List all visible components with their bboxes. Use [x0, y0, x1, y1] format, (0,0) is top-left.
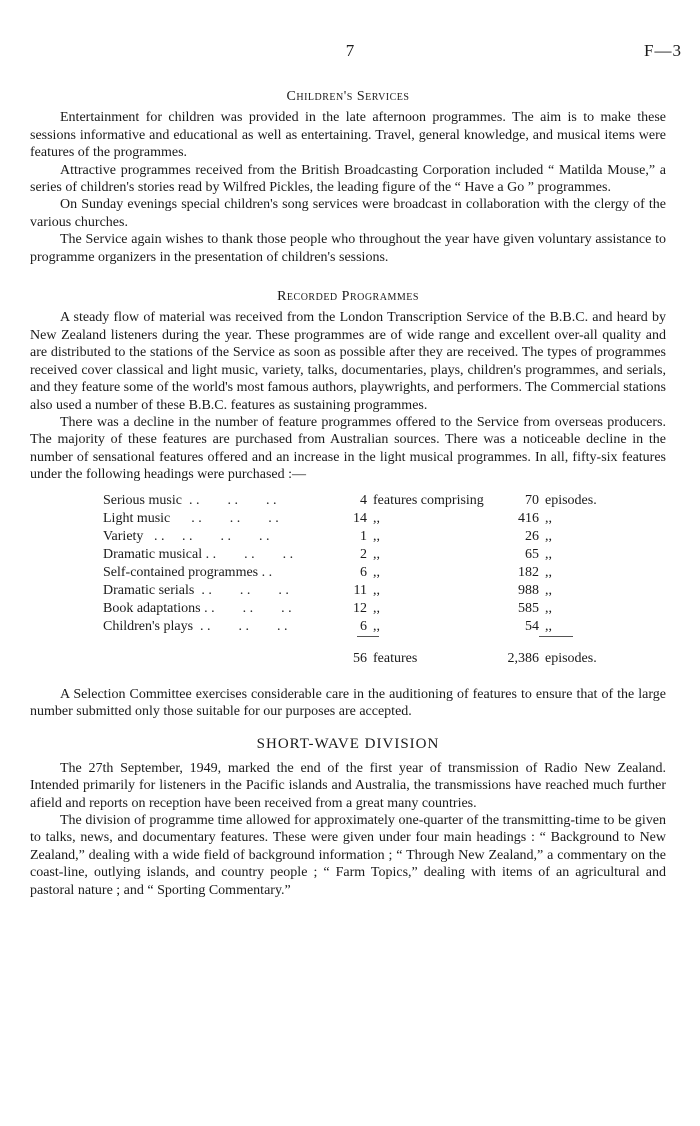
- episode-count: 585: [518, 600, 539, 616]
- paragraph: A steady flow of material was received from the London Transcription Service of the B.B.C. and heard by New Zealand listeners during the year. These programmes are of wide range and excellent over-all quality and are distributed to the stations of the Service as soon as possible after they are received. The types of programmes received cover classical and light music, variety, talks, documentaries, plays, children's programmes, and serials, and they feature some of the world's most famous authors, playwrights, and performers. The Commercial stations also used a number of these B.B.C. features as sustaining programmes.: [30, 310, 667, 413]
- feature-unit: ,,: [373, 546, 380, 562]
- total-rule: [103, 636, 666, 646]
- total-feature-count: 56: [353, 650, 367, 666]
- episode-unit: ,,: [545, 582, 552, 598]
- feature-unit: ,,: [373, 600, 380, 616]
- episode-unit: ,,: [545, 546, 552, 562]
- table-row: [103, 618, 666, 636]
- paragraph: A Selection Committee exercises considerable care in the auditioning of features to ensure that of the large number submitted only those suitable for our purposes are accepted.: [30, 686, 666, 719]
- episode-unit: ,,: [545, 600, 552, 616]
- episode-count: 26: [525, 528, 539, 544]
- feature-unit: ,,: [373, 618, 380, 634]
- feature-unit: features comprising: [373, 492, 484, 508]
- paragraph: The 27th September, 1949, marked the end of the first year of transmission of Radio New Zealand. Intended primarily for listeners in the Pacific islands and Australia, the transmissions have reached much further afield and reports on reception have been received from a great many countries.: [30, 760, 666, 811]
- total-row: [103, 650, 666, 670]
- table-row: [103, 600, 666, 618]
- feature-unit: ,,: [373, 528, 380, 544]
- feature-count: 4: [360, 492, 367, 508]
- row-label: Book adaptations . . . . . .: [103, 600, 292, 616]
- feature-unit: ,,: [373, 564, 380, 580]
- row-label: Light music . . . . . .: [103, 510, 279, 526]
- episode-count: 54: [525, 618, 539, 634]
- row-label: Self-contained programmes . .: [103, 564, 273, 580]
- features-table: [103, 492, 666, 670]
- episode-count: 70: [525, 492, 539, 508]
- feature-count: 12: [353, 600, 367, 616]
- episode-unit: episodes.: [545, 492, 597, 508]
- table-row: [103, 510, 666, 528]
- episode-unit: ,,: [545, 510, 552, 526]
- episode-unit: ,,: [545, 618, 552, 634]
- row-label: Serious music . . . . . .: [103, 492, 277, 508]
- feature-count: 1: [360, 528, 367, 544]
- episode-unit: ,,: [545, 564, 552, 580]
- paragraph: The Service again wishes to thank those people who throughout the year have given voluntary assistance to programme organizers in the presentation of children's sessions.: [30, 232, 666, 265]
- episode-count: 988: [518, 582, 539, 598]
- episode-count: 182: [518, 564, 539, 580]
- total-episode-unit: episodes.: [545, 650, 597, 666]
- page-content: [30, 88, 666, 899]
- table-row: [103, 492, 666, 510]
- paragraph: Attractive programmes received from the British Broadcasting Corporation included “ Matilda Mouse,” a series of children's stories read by Wilfred Pickles, the leading figure of the “ Have a Go ” programmes.: [30, 162, 666, 196]
- table-row: [103, 582, 666, 600]
- feature-count: 11: [353, 582, 367, 598]
- table-row: [103, 528, 666, 546]
- paragraph: On Sunday evenings special children's song services were broadcast in collaboration with the clergy of the various churches.: [30, 197, 666, 230]
- paragraph: The division of programme time allowed for approximately one-quarter of the transmitting-time to be given to talks, news, and documentary features. These were given under four main headings : “ Background to New Zealand,” dealing with a wide field of background information ; “ Through New Zealand,” a commentary on the coast-line, outlying islands, and country people ; “ Farm Topics,” dealing with items of an agricultural and pastoral nature ; and “ Sporting Commentary.”: [30, 812, 666, 898]
- table-row: [103, 546, 666, 564]
- row-label: Variety . . . . . . . .: [103, 528, 270, 544]
- row-label: Dramatic musical . . . . . .: [103, 546, 294, 562]
- childrens-services-heading: Children's Services: [286, 89, 410, 104]
- total-feature-unit: features: [373, 650, 418, 666]
- paragraph: There was a decline in the number of feature programmes offered to the Service from overseas producers. The majority of these features are purchased from Australian sources. There was a noticeable decline in the number of sensational features offered and an increase in the light musical programmes. In all, fifty-six features under the following headings were purchased :—: [30, 414, 666, 483]
- feature-unit: ,,: [373, 582, 380, 598]
- feature-count: 2: [360, 546, 367, 562]
- feature-count: 6: [360, 564, 367, 580]
- episode-count: 416: [518, 510, 539, 526]
- short-wave-division-heading: SHORT-WAVE DIVISION: [256, 736, 440, 753]
- feature-count: 6: [360, 618, 367, 634]
- feature-unit: ,,: [373, 510, 380, 526]
- row-label: Children's plays . . . . . .: [103, 618, 288, 634]
- episode-count: 65: [525, 546, 539, 562]
- recorded-programmes-heading: Recorded Programmes: [277, 289, 419, 305]
- page-number: 7: [345, 41, 355, 60]
- total-episode-count: 2,386: [507, 650, 539, 666]
- episode-unit: ,,: [545, 528, 552, 544]
- paragraph: Entertainment for children was provided in the late afternoon programmes. The aim is to make these sessions informative and educational as well as entertaining. Travel, general knowledge, and musical items were features of the programmes.: [30, 110, 666, 161]
- row-label: Dramatic serials . . . . . .: [103, 582, 289, 598]
- page-reference: F—3: [644, 41, 682, 60]
- feature-count: 14: [353, 510, 367, 526]
- table-row: [103, 564, 666, 582]
